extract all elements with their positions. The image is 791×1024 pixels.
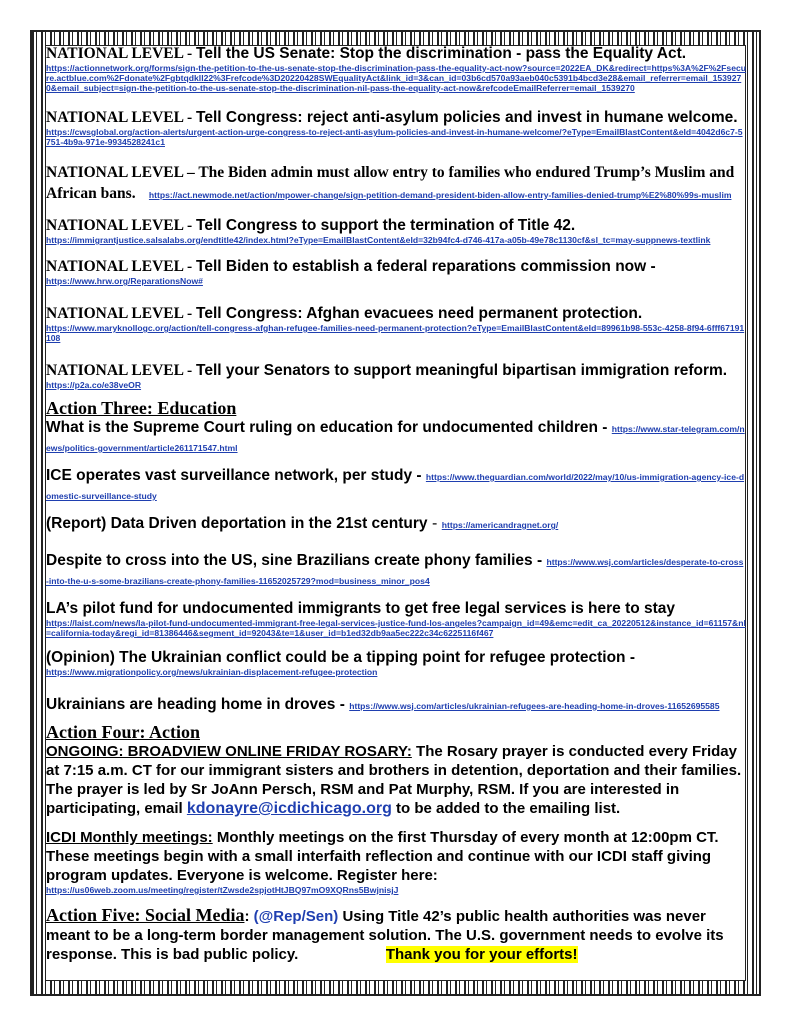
rosary-paragraph xyxy=(46,742,746,818)
action-title: The Biden admin must allow entry to families who endured Trump’s Muslim and African bans. xyxy=(46,164,735,202)
colon: : xyxy=(244,908,254,925)
rosary-label: ONGOING: BROADVIEW ONLINE FRIDAY ROSARY: xyxy=(46,743,412,760)
national-item xyxy=(46,216,746,245)
article-title: (Opinion) The Ukrainian conflict could be a tipping point for refugee protection - xyxy=(46,649,635,666)
action-link[interactable]: https://p2a.co/e38veOR xyxy=(46,380,142,390)
article-title: (Report) Data Driven deportation in the 21st century xyxy=(46,515,428,532)
level-label: NATIONAL LEVEL - xyxy=(46,305,197,322)
rosary-end: to be added to the emailing list. xyxy=(391,800,621,817)
section-heading-education: Action Three: Education xyxy=(46,398,237,418)
article-link[interactable]: https://www.theguardian.com/world/2022/may/10/us-immigration-agency-ice-domestic-surveillance-study xyxy=(46,472,745,501)
national-item xyxy=(46,108,746,147)
action-link[interactable]: https://act.newmode.net/action/mpower-change/sign-petition-demand-president-biden-allow-entry-families-denied-trump%E2%80%99s-muslim xyxy=(148,190,732,200)
level-label: NATIONAL LEVEL - xyxy=(46,45,197,62)
education-item xyxy=(46,695,746,714)
level-label: NATIONAL LEVEL - xyxy=(46,217,197,234)
icdi-label: ICDI Monthly meetings: xyxy=(46,829,213,846)
level-label: NATIONAL LEVEL - xyxy=(46,109,197,126)
national-item xyxy=(46,304,746,343)
action-title: Tell Congress: Afghan evacuees need permanent protection. xyxy=(196,305,643,322)
action-title: Tell Biden to establish a federal reparations commission now - xyxy=(196,258,656,275)
article-title: ICE operates vast surveillance network, per study - xyxy=(46,467,426,484)
article-link[interactable]: https://www.wsj.com/articles/ukrainian-refugees-are-heading-home-in-droves-11652695585 xyxy=(349,701,720,711)
contact-email-link[interactable]: kdonayre@icdichicago.org xyxy=(186,800,392,817)
education-item xyxy=(46,551,746,589)
document-content xyxy=(46,44,746,964)
icdi-paragraph xyxy=(46,828,746,885)
action-link[interactable]: https://actionnetwork.org/forms/sign-the-petition-to-the-us-senate-stop-the-discrimination-pass-the-equality-act-now?source=2022EA_DK&redirect=https%3A%2F%2Fsecure.actblue.com%2Fdonate%2Fgbtqdkll22%3Frefcode%3D20220428SWEqualityAct&link_id=3&can_id=03b6cd570a93aeb040c5391b4bcd3e28&email_referrer=email_1539270&email_subject=sign-the-petition-to-the-us-senate-stop-the-discrimination-nil-pass-the-equality-act-now&refcodeEmailReferrer=email_1539270 xyxy=(46,63,747,93)
article-title: Despite to cross into the US, sine Brazilians create phony families - xyxy=(46,552,547,569)
section-heading-action: Action Four: Action xyxy=(46,722,200,742)
action-link[interactable]: https://www.maryknollogc.org/action/tell-congress-afghan-refugee-families-need-permanent-protection?eType=EmailBlastContent&eId=89961b98-553c-4258-8f94-6fff67191108 xyxy=(46,323,745,343)
article-link[interactable]: https://www.star-telegram.com/news/politics-government/article261171547.html xyxy=(46,424,745,453)
icdi-register-link[interactable]: https://us06web.zoom.us/meeting/register/tZwsde2spjotHtJBQ97mO9XQRns5BwjnisjJ xyxy=(46,885,399,895)
rosary-text: The Rosary prayer is conducted every Friday at 7:15 a.m. CT for our immigrant sisters and brothers in detention, deportation and their families. The prayer is led by Sr JoAnn Persch, RSM and Pat Murphy, RSM. If you are interested in participating, email xyxy=(46,743,742,817)
separator: - xyxy=(427,515,442,532)
article-title: What is the Supreme Court ruling on education for undocumented children - xyxy=(46,419,612,436)
education-item xyxy=(46,466,746,504)
section-heading-social: Action Five: Social Media xyxy=(46,905,245,925)
education-item xyxy=(46,648,746,677)
action-link[interactable]: https://cwsglobal.org/action-alerts/urgent-action-urge-congress-to-reject-anti-asylum-policies-and-invest-in-humane-welcome/?eType=EmailBlastContent&eId=4042d6c7-5751-4b9a-971e-9934528241c1 xyxy=(46,127,743,147)
icdi-text: Monthly meetings on the first Thursday of every month at 12:00pm CT. These meetings begin with a small interfaith reflection and continue with our ICDI staff giving program updates. Everyone is welcome. Register here: xyxy=(46,829,719,884)
action-link[interactable]: https://www.hrw.org/ReparationsNow# xyxy=(46,276,203,286)
education-item xyxy=(46,599,746,638)
action-title: Tell Congress: reject anti-asylum policies and invest in humane welcome. xyxy=(196,109,738,126)
article-title: LA’s pilot fund for undocumented immigrants to get free legal services is here to stay xyxy=(46,600,676,617)
article-link[interactable]: https://americandragnet.org/ xyxy=(441,520,559,530)
article-link[interactable]: https://laist.com/news/la-pilot-fund-undocumented-immigrant-free-legal-services-justice-fund-los-angeles?campaign_id=49&emc=edit_ca_20220512&instance_id=61157&nl=california-today&regi_id=81386446&segment_id=92043&te=1&user_id=b1ed32db9aa5ec222c34c6225116f467 xyxy=(46,618,746,638)
level-label: NATIONAL LEVEL - xyxy=(46,258,197,275)
article-link[interactable]: https://www.wsj.com/articles/desperate-to-cross-into-the-u-s-some-brazilians-create-phony-families-11652025729?mod=business_minor_pos4 xyxy=(46,557,744,586)
article-link[interactable]: https://www.migrationpolicy.org/news/ukrainian-displacement-refugee-protection xyxy=(46,667,378,677)
education-item xyxy=(46,418,746,456)
education-item xyxy=(46,514,746,533)
level-label: NATIONAL LEVEL – xyxy=(46,164,199,181)
action-link[interactable]: https://immigrantjustice.salsalabs.org/endtitle42/index.html?eType=EmailBlastContent&eId=32b94fc4-d746-417a-a05b-49e78c1130cf&sl_tc=may-suppnews-textlink xyxy=(46,235,711,245)
national-item xyxy=(46,361,746,390)
article-title: Ukrainians are heading home in droves - xyxy=(46,696,350,713)
social-paragraph xyxy=(46,905,746,964)
action-title: Tell the US Senate: Stop the discrimination - pass the Equality Act. xyxy=(196,45,687,62)
social-text: Using Title 42’s public health authorities was never meant to be a long-term border management solution. The U.S. government needs to evolve its response. This is bad public policy. xyxy=(46,908,724,963)
action-title: Tell Congress to support the termination of Title 42. xyxy=(196,217,576,234)
level-label: NATIONAL LEVEL - xyxy=(46,362,197,379)
national-item xyxy=(46,44,746,93)
rep-handle: (@Rep/Sen) xyxy=(253,908,339,925)
national-item xyxy=(46,257,746,286)
national-item xyxy=(46,162,746,204)
thank-you-highlight: Thank you for your efforts! xyxy=(385,946,578,963)
action-title: Tell your Senators to support meaningful bipartisan immigration reform. xyxy=(196,362,728,379)
